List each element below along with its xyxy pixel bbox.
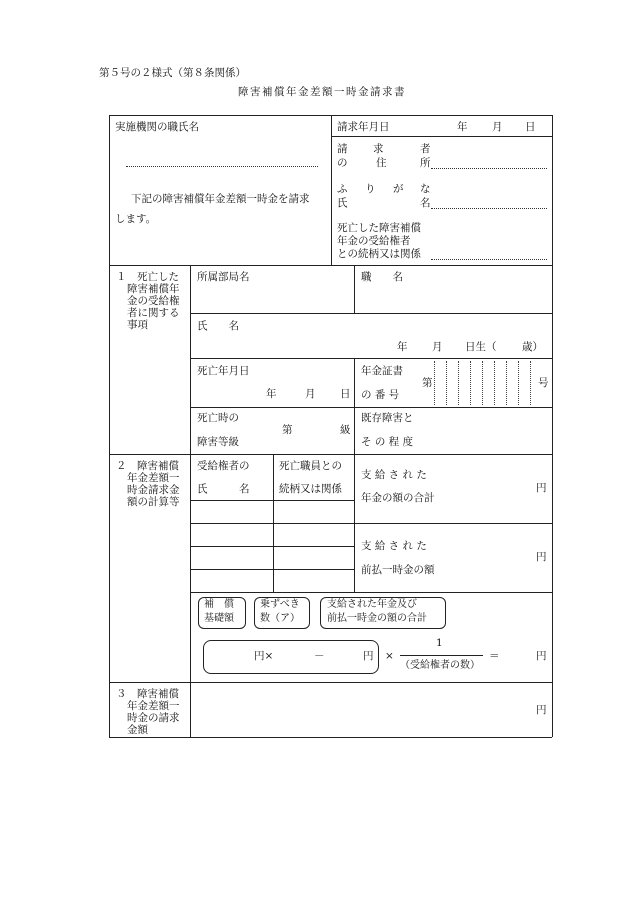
request-text-cont: します。 xyxy=(115,213,157,225)
fraction-bar xyxy=(400,655,483,656)
holder-name-cell[interactable] xyxy=(191,547,272,568)
cert-prefix: 第 xyxy=(422,377,433,389)
holder-relation-cell[interactable] xyxy=(274,547,353,568)
formula-a-label-2: 基礎額 xyxy=(204,613,234,624)
request-amount-yen: 円 xyxy=(536,704,547,716)
holder-name-cell[interactable] xyxy=(191,570,272,591)
calc-brace xyxy=(203,640,379,674)
claimant-address-field[interactable] xyxy=(431,168,547,169)
holder-relation-cell[interactable] xyxy=(274,501,353,522)
fraction-numerator: 1 xyxy=(436,637,443,649)
formula-b-label: 乗ずべき xyxy=(260,599,300,610)
existing-disability-label-2: そ の 程 度 xyxy=(361,436,414,448)
calc-result-yen[interactable]: 円 xyxy=(536,650,547,662)
form-title: 障害補償年金差額一時金請求書 xyxy=(238,86,406,98)
formula-c-label: 支給された年金及び xyxy=(327,599,417,610)
death-date-label: 死亡年月日 xyxy=(197,365,250,377)
paid-pension-label: 支 給 さ れ た xyxy=(361,469,427,481)
multiply-sign: × xyxy=(385,650,394,662)
paid-advance-label: 支 給 さ れ た xyxy=(361,540,427,552)
grade-label: 死亡時の xyxy=(197,412,239,424)
holder-name-cell[interactable] xyxy=(191,524,272,545)
fraction-denominator: （受給権者の数） xyxy=(400,660,480,671)
claimant-name-field[interactable] xyxy=(431,208,547,209)
relation-field[interactable] xyxy=(431,259,547,260)
paid-pension-yen: 円 xyxy=(536,482,547,494)
paid-pension-label-2: 年金の額の合計 xyxy=(361,492,435,504)
form-number: 第５号の２様式（第８条関係） xyxy=(99,67,246,79)
request-amount-field[interactable] xyxy=(191,683,551,736)
deceased-name-label: 氏 名 xyxy=(197,320,239,332)
holder-name-header-2: 氏 名 xyxy=(197,483,250,495)
holder-relation-cell[interactable] xyxy=(274,524,353,545)
pension-cert-label: 年金証書 xyxy=(361,365,403,377)
relation-header: 死亡職員との xyxy=(279,460,342,472)
formula-c-label-2: 前払一時金の額の合計 xyxy=(327,613,427,624)
formula-b-label-2: 数（ア） xyxy=(260,613,300,624)
request-text: 下記の障害補償年金差額一時金を請求 xyxy=(131,193,310,205)
position-label: 職 名 xyxy=(361,271,403,283)
request-date-label: 請求年月日 xyxy=(337,121,390,133)
holder-name-header: 受給権者の xyxy=(197,460,250,472)
holder-name-cell[interactable] xyxy=(191,501,272,522)
agency-fill-line[interactable] xyxy=(126,166,318,167)
paid-advance-yen: 円 xyxy=(536,551,547,563)
equals-sign: ＝ xyxy=(489,650,500,662)
holder-relation-cell[interactable] xyxy=(274,570,353,591)
department-label: 所属部局名 xyxy=(197,271,250,283)
grade-label-2: 障害等級 xyxy=(197,436,239,448)
pension-cert-label-2: の 番 号 xyxy=(361,389,400,401)
paid-advance-label-2: 前払一時金の額 xyxy=(361,564,435,576)
formula-a-label: 補 償 xyxy=(204,599,234,610)
agency-label: 実施機関の職氏名 xyxy=(115,121,199,133)
relation-header-2: 続柄又は関係 xyxy=(279,483,342,495)
cert-suffix: 号 xyxy=(538,377,549,389)
existing-disability-label: 既存障害と xyxy=(361,412,414,424)
